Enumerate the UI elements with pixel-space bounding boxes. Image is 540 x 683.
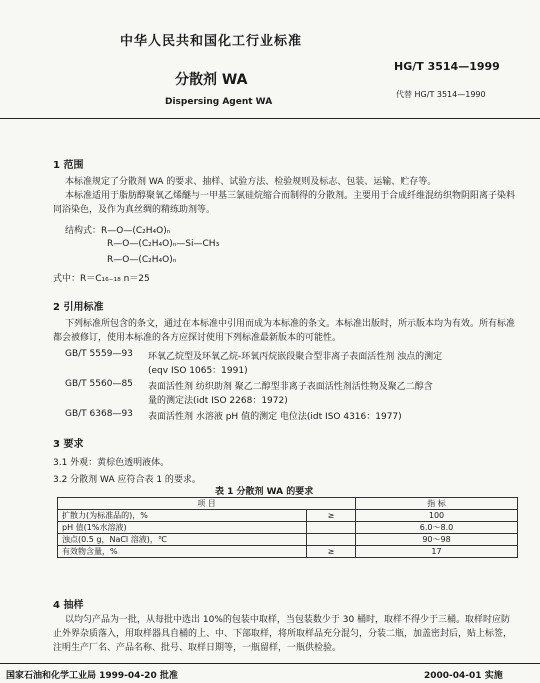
table-cell-value: 6.0～8.0 <box>356 522 518 534</box>
table-cell-op: ≥ <box>307 510 356 522</box>
effective-date: 2000-04-01 实施 <box>424 671 503 681</box>
table-row <box>58 510 518 522</box>
formula-note: 式中：R＝C₁₆₋₁₈ n＝25 <box>53 274 150 284</box>
ref-code: GB/T 5560—85 <box>65 379 133 389</box>
section-3-2: 3.2 分散剂 WA 应符合表 1 的要求。 <box>53 475 201 485</box>
section-4-heading: 4 抽样 <box>53 600 84 611</box>
replaces-code: 代替 HG/T 3514—1990 <box>396 90 486 99</box>
ref-text-cont: 量的测定法(idt ISO 2268：1972) <box>148 396 288 406</box>
section-3-heading: 3 要求 <box>53 439 84 450</box>
table-row <box>58 522 518 534</box>
ref-text-cont: (eqv ISO 1065：1991) <box>148 366 248 376</box>
table-caption: 表 1 分散剂 WA 的要求 <box>215 487 314 497</box>
table-cell-value: 100 <box>356 510 518 522</box>
table-cell-item: 扩散力(为标准品的)，% <box>58 510 307 522</box>
doc-title-en: Dispersing Agent WA <box>165 97 273 107</box>
structure-label-text: 结构式： <box>65 226 102 236</box>
table-cell-value: 90～98 <box>356 534 518 546</box>
formula-line-1: R—O—(C₂H₄O)ₙ <box>101 226 171 236</box>
ref-text: 表面活性剂 纺织助剂 聚乙二醇型非离子表面活性剂活性物及聚乙二醇含 <box>148 382 433 392</box>
ref-code: GB/T 6368—93 <box>65 409 133 419</box>
table-head-item: 项 目 <box>58 498 356 510</box>
table-cell-item: pH 值(1%水溶液) <box>58 522 307 534</box>
table-cell-op: ≥ <box>307 546 356 558</box>
section-1-p1: 本标准规定了分散剂 WA 的要求、抽样、试验方法、检验规则及标志、包装、运输、贮存等。 <box>65 177 437 187</box>
table-head-value: 指 标 <box>356 498 518 510</box>
table-row <box>58 546 518 558</box>
formula-line-3: R—O—(C₂H₄O)ₙ <box>107 255 177 265</box>
section-3-1: 3.1 外观：黄棕色透明液体。 <box>53 458 170 468</box>
structure-label <box>65 223 170 236</box>
doc-title-cn: 分散剂 WA <box>175 72 248 88</box>
section-2-p1: 下列标准所包含的条文，通过在本标准中引用而成为本标准的条文。本标准出版时，所示版本均为有效。所有标准都会被修订，使用本标准的各方应探讨使用下列标准最新版本的可能性。 <box>53 319 516 343</box>
section-1-p2: 本标准适用于脂肪醇聚氧乙烯醚与一甲基三氯硅烷缩合而制得的分散剂。主要用于合成纤维混纺织物阴阳离子染料同浴染色，及作为真丝绸的精练助剂等。 <box>53 191 516 215</box>
ref-text: 环氧乙烷型及环氧乙烷-环氧丙烷嵌段聚合型非离子表面活性剂 浊点的测定 <box>148 352 443 362</box>
table-cell-item: 有效物含量，% <box>58 546 307 558</box>
table-row <box>58 534 518 546</box>
requirements-table <box>57 497 518 558</box>
table-cell-item: 浊点(0.5 g，NaCl 溶液)，℃ <box>58 534 307 546</box>
table-cell-value: 17 <box>356 546 518 558</box>
standard-title: 中华人民共和国化工行业标准 <box>120 34 303 49</box>
section-1-heading: 1 范围 <box>53 160 84 171</box>
table-header-row <box>58 498 518 510</box>
table-cell-op <box>307 534 356 546</box>
table-cell-op <box>307 522 356 534</box>
formula-line-2: R—O—(C₂H₄O)ₙ—Si—CH₃ <box>107 239 220 249</box>
ref-text: 表面活性剂 水溶液 pH 值的测定 电位法(idt ISO 4316：1977) <box>148 412 402 422</box>
section-2-heading: 2 引用标准 <box>53 302 104 313</box>
ref-code: GB/T 5559—93 <box>65 349 133 359</box>
footer-divider <box>0 663 540 664</box>
section-4-p1: 以均匀产品为一批，从每批中选出 10%的包装中取样，当包装数少于 30 桶时，取样不得少于三桶。取样时应防止外界杂质落入，用取样器具自桶的上、中、下部取样，将所取样品充分混匀，分装二瓶，加盖密封后，贴上标签，注明生产厂名、产品名称、批号、取样日期等，一瓶留样，一瓶供检验。 <box>53 615 513 653</box>
standard-code: HG/T 3514—1999 <box>394 60 500 73</box>
approval-info: 国家石油和化学工业局 1999-04-20 批准 <box>6 671 178 681</box>
header-divider <box>0 118 540 119</box>
